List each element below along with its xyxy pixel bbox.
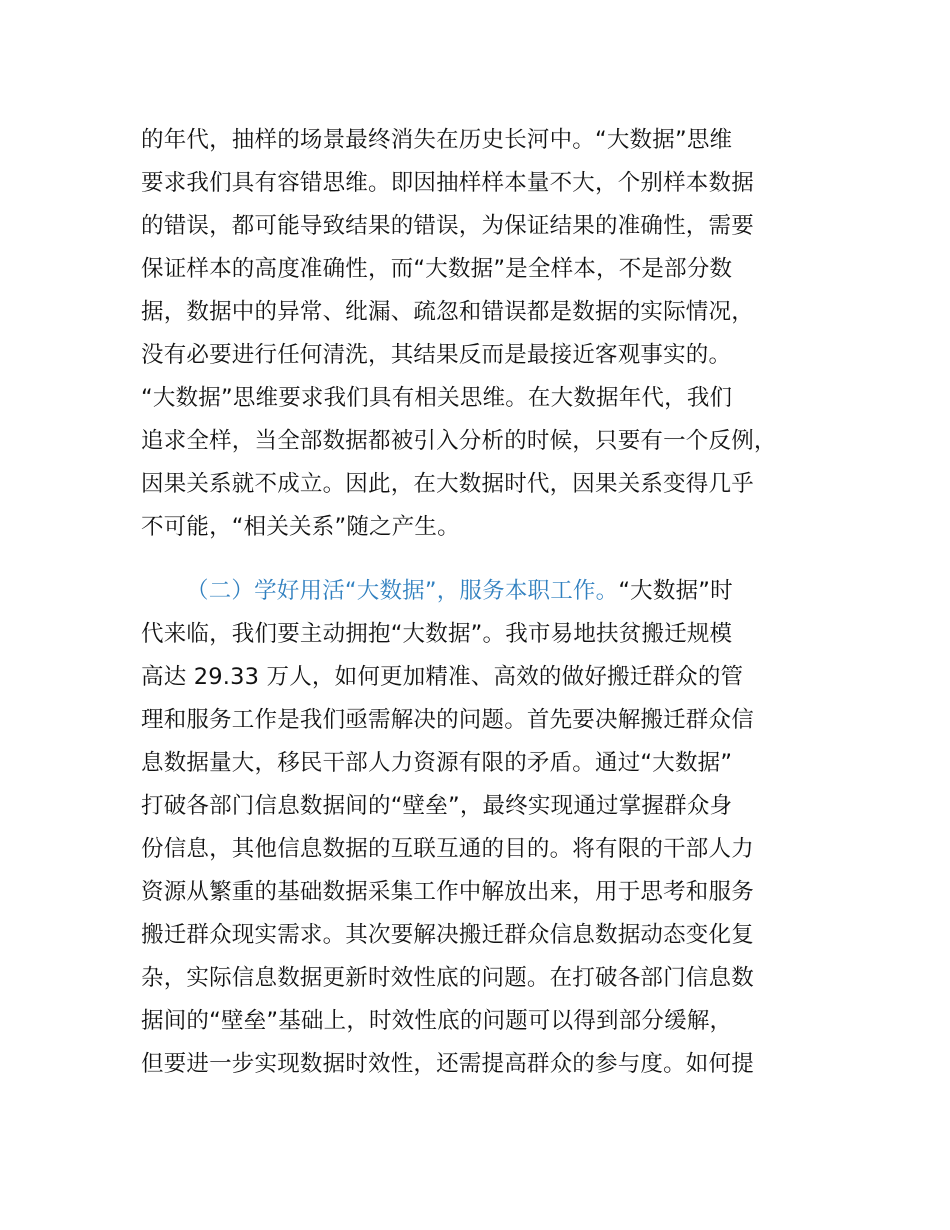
paragraph-line: 代来临，我们要主动拥抱“大数据”。我市易地扶贫搬迁规模 — [141, 621, 733, 647]
paragraph-line: 息数据量大，移民干部人力资源有限的矛盾。通过“大数据” — [141, 750, 733, 776]
paragraph-line: 据间的“壁垒”基础上，时效性底的问题可以得到部分缓解， — [141, 1008, 733, 1034]
paragraph-line: 但要进一步实现数据时效性，还需提高群众的参与度。如何提 — [141, 1051, 754, 1077]
paragraph-line: 据，数据中的异常、纰漏、疏忽和错误都是数据的实际情况， — [141, 299, 754, 325]
section-first-line — [186, 577, 733, 605]
paragraph-line: 因果关系就不成立。因此，在大数据时代，因果关系变得几乎 — [141, 471, 754, 497]
paragraph-line: 的错误，都可能导致结果的错误，为保证结果的准确性，需要 — [141, 213, 754, 239]
paragraph-line: 没有必要进行任何清洗，其结果反而是最接近客观事实的。 — [141, 342, 732, 368]
paragraph-line: 打破各部门信息数据间的“壁垒”，最终实现通过掌握群众身 — [141, 793, 733, 819]
paragraph-line: 的年代，抽样的场景最终消失在历史长河中。“大数据”思维 — [141, 127, 733, 153]
paragraph-line: “大数据”思维要求我们具有相关思维。在大数据年代，我们 — [141, 385, 733, 411]
paragraph-line: 高达 29.33 万人，如何更加精准、高效的做好搬迁群众的管 — [141, 664, 744, 690]
paragraph-line: 保证样本的高度准确性，而“大数据”是全样本，不是部分数 — [141, 256, 733, 282]
paragraph-line: 不可能，“相关关系”随之产生。 — [141, 514, 460, 540]
paragraph-line: 杂，实际信息数据更新时效性底的问题。在打破各部门信息数 — [141, 965, 754, 991]
paragraph-line: 要求我们具有容错思维。即因抽样样本量不大，个别样本数据 — [141, 170, 754, 196]
paragraph-line: 份信息，其他信息数据的互联互通的目的。将有限的干部人力 — [141, 836, 754, 862]
paragraph-line: 搬迁群众现实需求。其次要解决搬迁群众信息数据动态变化复 — [141, 922, 754, 948]
paragraph-line: 追求全样，当全部数据都被引入分析的时候，只要有一个反例， — [141, 428, 777, 454]
section-first-line-rest: “大数据”时 — [618, 578, 733, 604]
paragraph-line: 资源从繁重的基础数据采集工作中解放出来，用于思考和服务 — [141, 879, 754, 905]
paragraph-line: 理和服务工作是我们亟需解决的问题。首先要决解搬迁群众信 — [141, 707, 754, 733]
section-heading: （二）学好用活“大数据”，服务本职工作。 — [186, 578, 619, 604]
